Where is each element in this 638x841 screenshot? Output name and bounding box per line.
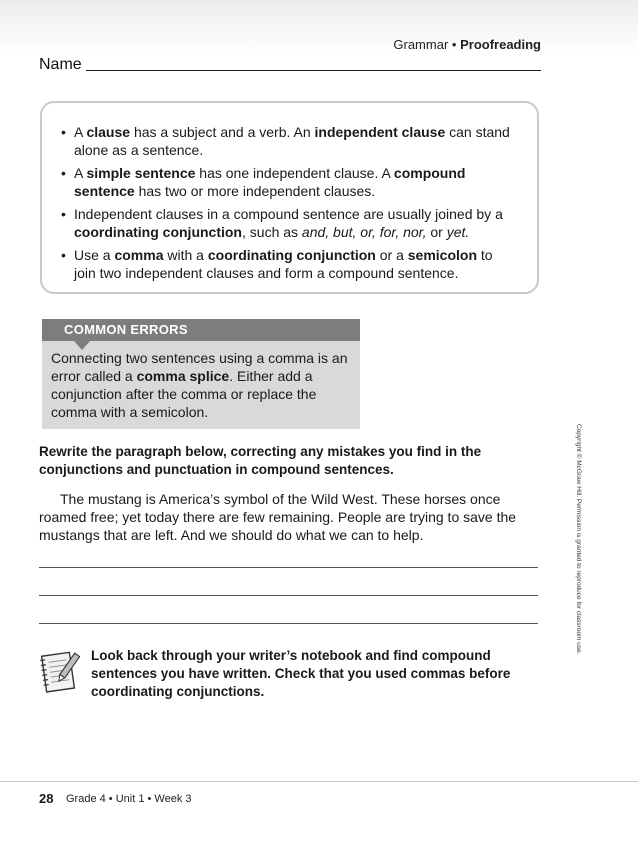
header-topic: Proofreading bbox=[460, 37, 541, 52]
rule-term: independent clause bbox=[314, 124, 446, 140]
name-label: Name bbox=[39, 56, 82, 73]
proofreading-paragraph bbox=[39, 490, 539, 544]
page-number: 28 bbox=[39, 791, 54, 806]
rule-item bbox=[61, 164, 513, 200]
header-band bbox=[0, 0, 638, 52]
header-section: Grammar bbox=[393, 37, 449, 52]
bullet-icon: • bbox=[61, 206, 66, 222]
common-errors-title: COMMON ERRORS bbox=[42, 319, 360, 341]
rule-text: or bbox=[426, 224, 447, 240]
rule-item bbox=[61, 123, 513, 159]
grammar-rules-box bbox=[40, 101, 539, 294]
rule-term: coordinating conjunction bbox=[74, 224, 242, 240]
rule-text: yet. bbox=[446, 224, 470, 240]
rules-list bbox=[42, 103, 537, 282]
answer-line[interactable] bbox=[39, 595, 538, 596]
common-errors-term: comma splice bbox=[136, 368, 230, 384]
copyright-notice bbox=[574, 424, 584, 674]
rule-text: with a bbox=[163, 247, 208, 263]
exercise-instruction: Rewrite the paragraph below, correcting any mistakes you find in the conjunctions and punctuation in compound sentences. bbox=[39, 444, 482, 477]
rule-term: compound sentence bbox=[74, 165, 466, 199]
page-header bbox=[393, 37, 541, 52]
common-errors-text-end: . Either add a conjunction after the comma or replace the comma with a semicolon. bbox=[51, 368, 317, 420]
notebook-prompt: Look back through your writer’s notebook and find compound sentences you have written. Check that you used commas before coordinating conjunctions. bbox=[91, 648, 511, 699]
rule-item bbox=[61, 205, 513, 241]
rule-text: has two or more independent clauses. bbox=[134, 183, 376, 199]
rule-text: , such as bbox=[242, 224, 302, 240]
bullet-icon: • bbox=[61, 165, 66, 181]
paragraph-line: The mustang is America’s symbol of the Wild West. These horses once bbox=[60, 491, 501, 507]
common-errors-text-start: Connecting two sentences using a comma is an error called a bbox=[51, 350, 348, 384]
answer-line[interactable] bbox=[39, 623, 538, 624]
notebook-icon bbox=[38, 648, 80, 696]
rule-item bbox=[61, 246, 513, 282]
footer-info: Grade 4 • Unit 1 • Week 3 bbox=[66, 793, 192, 805]
rule-text: Use a bbox=[74, 247, 115, 263]
rule-text: or a bbox=[375, 247, 408, 263]
rule-term: comma bbox=[114, 247, 164, 263]
bullet-icon: • bbox=[61, 124, 66, 140]
rule-text: has a subject and a verb. An bbox=[130, 124, 315, 140]
rule-term: simple sentence bbox=[86, 165, 196, 181]
rule-text: Independent clauses in a compound sentence are usually joined by a bbox=[74, 206, 503, 222]
rule-text: and, but, or, for, nor, bbox=[301, 224, 427, 240]
rule-text: to join two independent clauses and form a compound sentence. bbox=[74, 247, 493, 281]
rule-term: semicolon bbox=[407, 247, 478, 263]
callout-notch bbox=[74, 341, 90, 350]
rule-term: coordinating conjunction bbox=[207, 247, 376, 263]
name-field-line[interactable] bbox=[86, 70, 541, 71]
rule-text: can stand alone as a sentence. bbox=[74, 124, 510, 158]
paragraph-line: mustangs that are left. And we should do what we can to help. bbox=[39, 527, 424, 543]
paragraph-line: roamed free; yet today there are few remaining. People are trying to save the bbox=[39, 509, 517, 525]
rule-text: A bbox=[74, 124, 87, 140]
rule-text: A bbox=[74, 165, 87, 181]
answer-line[interactable] bbox=[39, 567, 538, 568]
footer-divider bbox=[0, 781, 638, 782]
copyright-text: Copyright © McGraw Hill. Permission is granted to reproduce for classroom use. bbox=[575, 424, 582, 655]
bullet-icon: • bbox=[61, 247, 66, 263]
common-errors-body bbox=[42, 341, 360, 429]
rule-term: clause bbox=[86, 124, 131, 140]
rule-text: has one independent clause. A bbox=[195, 165, 394, 181]
header-separator: • bbox=[451, 37, 457, 52]
